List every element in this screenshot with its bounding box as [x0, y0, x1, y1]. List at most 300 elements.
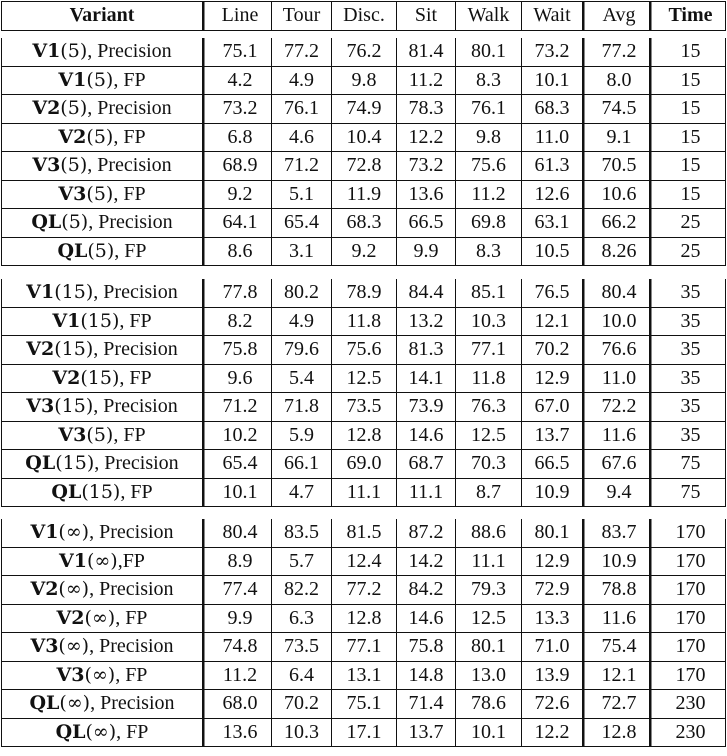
- variant-cell: [1, 605, 203, 634]
- table-row: [1, 124, 726, 153]
- cell-sit: 9.9: [397, 238, 456, 267]
- cell-sit: 14.6: [397, 422, 456, 451]
- cell-tour: 3.1: [272, 238, 332, 267]
- cell-avg: 76.6: [583, 336, 650, 365]
- cell-disc: 12.8: [332, 605, 397, 634]
- cell-time: 75: [650, 450, 726, 479]
- metric-label: , FP: [120, 480, 153, 503]
- cell-line: 9.2: [203, 181, 272, 210]
- cell-line: 77.8: [203, 279, 272, 308]
- cell-sit: 68.7: [397, 450, 456, 479]
- cell-tour: 82.2: [272, 576, 332, 605]
- open-paren: (: [86, 68, 94, 91]
- cell-line: 71.2: [203, 393, 272, 422]
- table-group-window-15: [1, 279, 726, 507]
- cell-wait: 12.6: [522, 181, 583, 210]
- cell-sit: 81.3: [397, 336, 456, 365]
- open-paren: (: [86, 182, 94, 205]
- cell-line: 8.9: [203, 548, 272, 577]
- cell-time: 35: [650, 422, 726, 451]
- cell-sit: 78.3: [397, 95, 456, 124]
- open-paren: (: [58, 521, 66, 543]
- cell-wait: 72.9: [522, 576, 583, 605]
- cell-avg: 77.2: [583, 38, 650, 67]
- cell-disc: 10.4: [332, 124, 397, 153]
- cell-avg: 8.26: [583, 238, 650, 267]
- window-param: 15: [61, 281, 86, 303]
- window-param: 5: [94, 239, 107, 262]
- cell-sit: 87.2: [397, 519, 456, 548]
- cell-line: 75.8: [203, 336, 272, 365]
- model-name: V2: [30, 578, 59, 600]
- header-wait: Wait: [522, 1, 583, 31]
- open-paren: (: [55, 452, 63, 474]
- cell-sit: 13.6: [397, 181, 456, 210]
- cell-disc: 17.1: [332, 719, 397, 748]
- cell-tour: 80.2: [272, 279, 332, 308]
- table-row: [1, 181, 726, 210]
- close-paren: ): [79, 40, 88, 62]
- model-name: V3: [32, 154, 61, 176]
- close-paren: ): [86, 452, 95, 474]
- model-name: V1: [52, 309, 81, 332]
- table-row: [1, 605, 726, 634]
- close-paren: ): [79, 154, 88, 176]
- variant-cell: [1, 124, 203, 153]
- variant-cell: [1, 95, 203, 124]
- variant-cell: [1, 67, 203, 96]
- close-paren: ): [105, 182, 114, 205]
- variant-cell: [1, 719, 203, 748]
- metric-label: , FP: [115, 663, 148, 686]
- cell-wait: 72.6: [522, 690, 583, 719]
- window-param: ∞: [94, 549, 111, 572]
- cell-tour: 5.1: [272, 181, 332, 210]
- close-paren: ): [81, 521, 90, 543]
- cell-avg: 9.4: [583, 479, 650, 508]
- metric-label: ,FP: [117, 549, 145, 572]
- cell-time: 15: [650, 152, 726, 181]
- model-name: QL: [57, 239, 88, 262]
- cell-line: 8.2: [203, 308, 272, 337]
- cell-tour: 4.6: [272, 124, 332, 153]
- cell-wait: 12.9: [522, 548, 583, 577]
- window-param: ∞: [91, 663, 108, 686]
- model-name: QL: [55, 720, 86, 743]
- header-line: Line: [203, 1, 272, 31]
- cell-line: 4.2: [203, 67, 272, 96]
- window-param: ∞: [92, 720, 109, 743]
- cell-avg: 12.8: [583, 719, 650, 748]
- open-paren: (: [60, 40, 68, 62]
- cell-avg: 72.7: [583, 690, 650, 719]
- cell-wait: 67.0: [522, 393, 583, 422]
- variant-cell: [1, 576, 203, 605]
- cell-wait: 11.0: [522, 124, 583, 153]
- table-row: [1, 519, 726, 548]
- cell-wait: 70.2: [522, 336, 583, 365]
- variant-cell: [1, 365, 203, 394]
- table-row: [1, 548, 726, 577]
- open-paren: (: [84, 663, 92, 686]
- model-name: V3: [58, 423, 87, 446]
- variant-cell: [1, 690, 203, 719]
- cell-time: 35: [650, 336, 726, 365]
- variant-cell: [1, 209, 203, 238]
- window-param: 15: [88, 480, 113, 503]
- close-paren: ): [80, 211, 89, 233]
- close-paren: ): [107, 663, 116, 686]
- cell-sit: 73.9: [397, 393, 456, 422]
- cell-line: 73.2: [203, 95, 272, 124]
- open-paren: (: [59, 692, 67, 714]
- cell-avg: 80.4: [583, 279, 650, 308]
- open-paren: (: [80, 366, 88, 389]
- cell-walk: 12.5: [456, 605, 522, 634]
- cell-time: 15: [650, 67, 726, 96]
- window-param: 15: [87, 366, 112, 389]
- window-param: 15: [62, 452, 87, 474]
- cell-walk: 11.1: [456, 548, 522, 577]
- cell-disc: 72.8: [332, 152, 397, 181]
- model-name: V1: [32, 40, 61, 62]
- table-group-window-5: [1, 38, 726, 266]
- variant-cell: [1, 38, 203, 67]
- cell-tour: 5.9: [272, 422, 332, 451]
- cell-time: 15: [650, 38, 726, 67]
- cell-walk: 80.1: [456, 633, 522, 662]
- table-row: [1, 279, 726, 308]
- cell-walk: 12.5: [456, 422, 522, 451]
- window-param: ∞: [65, 635, 82, 657]
- cell-tour: 77.2: [272, 38, 332, 67]
- variant-cell: [1, 422, 203, 451]
- cell-line: 77.4: [203, 576, 272, 605]
- window-param: 15: [61, 338, 86, 360]
- cell-avg: 78.8: [583, 576, 650, 605]
- cell-sit: 12.2: [397, 124, 456, 153]
- window-param: 5: [67, 97, 80, 119]
- metric-label: , FP: [116, 720, 149, 743]
- window-param: 5: [67, 40, 80, 62]
- cell-line: 6.8: [203, 124, 272, 153]
- cell-avg: 9.1: [583, 124, 650, 153]
- cell-disc: 76.2: [332, 38, 397, 67]
- cell-time: 230: [650, 719, 726, 748]
- model-name: V2: [52, 366, 81, 389]
- cell-disc: 77.2: [332, 576, 397, 605]
- cell-avg: 8.0: [583, 67, 650, 96]
- cell-line: 68.9: [203, 152, 272, 181]
- cell-walk: 8.7: [456, 479, 522, 508]
- cell-time: 35: [650, 365, 726, 394]
- model-name: V3: [30, 635, 59, 657]
- header-disc: Disc.: [332, 1, 397, 31]
- open-paren: (: [84, 606, 92, 629]
- cell-disc: 9.8: [332, 67, 397, 96]
- cell-disc: 12.5: [332, 365, 397, 394]
- cell-avg: 11.0: [583, 365, 650, 394]
- cell-tour: 5.7: [272, 548, 332, 577]
- cell-walk: 76.3: [456, 393, 522, 422]
- window-param: ∞: [91, 606, 108, 629]
- cell-tour: 10.3: [272, 719, 332, 748]
- cell-avg: 66.2: [583, 209, 650, 238]
- table-row: [1, 479, 726, 508]
- cell-line: 11.2: [203, 662, 272, 691]
- cell-disc: 81.5: [332, 519, 397, 548]
- cell-disc: 73.5: [332, 393, 397, 422]
- cell-time: 230: [650, 690, 726, 719]
- table-row: [1, 393, 726, 422]
- cell-disc: 75.1: [332, 690, 397, 719]
- table-row: [1, 422, 726, 451]
- cell-walk: 8.3: [456, 238, 522, 267]
- cell-walk: 69.8: [456, 209, 522, 238]
- cell-wait: 13.9: [522, 662, 583, 691]
- cell-sit: 13.2: [397, 308, 456, 337]
- table-row: [1, 95, 726, 124]
- cell-avg: 11.6: [583, 422, 650, 451]
- open-paren: (: [60, 97, 68, 119]
- cell-wait: 12.2: [522, 719, 583, 748]
- cell-wait: 13.7: [522, 422, 583, 451]
- table-row: [1, 690, 726, 719]
- model-name: QL: [31, 211, 62, 233]
- open-paren: (: [85, 720, 93, 743]
- cell-tour: 70.2: [272, 690, 332, 719]
- cell-wait: 80.1: [522, 519, 583, 548]
- open-paren: (: [86, 125, 94, 148]
- header-time: Time: [650, 1, 726, 31]
- metric-label: , FP: [115, 606, 148, 629]
- metric-label: , Precision: [87, 154, 172, 176]
- cell-walk: 10.3: [456, 308, 522, 337]
- cell-wait: 12.9: [522, 365, 583, 394]
- cell-line: 10.1: [203, 479, 272, 508]
- model-name: V2: [26, 338, 55, 360]
- cell-disc: 11.8: [332, 308, 397, 337]
- cell-tour: 4.9: [272, 67, 332, 96]
- metric-label: , Precision: [93, 395, 178, 417]
- metric-label: , FP: [113, 125, 146, 148]
- cell-line: 9.9: [203, 605, 272, 634]
- cell-sit: 13.7: [397, 719, 456, 748]
- model-name: V2: [58, 125, 87, 148]
- cell-time: 25: [650, 238, 726, 267]
- cell-disc: 9.2: [332, 238, 397, 267]
- close-paren: ): [108, 720, 117, 743]
- table-row: [1, 38, 726, 67]
- cell-avg: 72.2: [583, 393, 650, 422]
- cell-tour: 4.7: [272, 479, 332, 508]
- window-param: 5: [93, 423, 106, 446]
- cell-sit: 84.2: [397, 576, 456, 605]
- table-row: [1, 152, 726, 181]
- cell-walk: 79.3: [456, 576, 522, 605]
- cell-time: 170: [650, 576, 726, 605]
- window-param: ∞: [65, 521, 82, 543]
- cell-line: 75.1: [203, 38, 272, 67]
- cell-line: 65.4: [203, 450, 272, 479]
- cell-avg: 10.0: [583, 308, 650, 337]
- cell-disc: 78.9: [332, 279, 397, 308]
- cell-tour: 71.8: [272, 393, 332, 422]
- model-name: V3: [58, 182, 87, 205]
- open-paren: (: [58, 635, 66, 657]
- cell-wait: 68.3: [522, 95, 583, 124]
- variant-cell: [1, 519, 203, 548]
- cell-disc: 12.8: [332, 422, 397, 451]
- header-sit: Sit: [397, 1, 456, 31]
- close-paren: ): [81, 635, 90, 657]
- window-param: 15: [87, 309, 112, 332]
- cell-line: 13.6: [203, 719, 272, 748]
- cell-time: 170: [650, 662, 726, 691]
- close-paren: ): [111, 309, 120, 332]
- metric-label: , Precision: [94, 452, 179, 474]
- model-name: QL: [25, 452, 56, 474]
- header-avg: Avg: [583, 1, 650, 31]
- cell-walk: 88.6: [456, 519, 522, 548]
- cell-wait: 76.5: [522, 279, 583, 308]
- cell-avg: 10.9: [583, 548, 650, 577]
- window-param: ∞: [65, 578, 82, 600]
- table-row: [1, 67, 726, 96]
- table-row: [1, 308, 726, 337]
- cell-sit: 11.1: [397, 479, 456, 508]
- table-row: [1, 633, 726, 662]
- cell-tour: 4.9: [272, 308, 332, 337]
- open-paren: (: [60, 154, 68, 176]
- metric-label: , FP: [113, 182, 146, 205]
- cell-time: 35: [650, 393, 726, 422]
- table-row: [1, 662, 726, 691]
- cell-disc: 12.4: [332, 548, 397, 577]
- table-row: [1, 576, 726, 605]
- metric-label: , Precision: [93, 338, 178, 360]
- metric-label: , FP: [119, 309, 152, 332]
- variant-cell: [1, 308, 203, 337]
- cell-tour: 79.6: [272, 336, 332, 365]
- model-name: QL: [51, 480, 82, 503]
- model-name: V1: [30, 521, 59, 543]
- close-paren: ): [105, 68, 114, 91]
- open-paren: (: [61, 211, 69, 233]
- cell-sit: 11.2: [397, 67, 456, 96]
- close-paren: ): [110, 549, 118, 572]
- cell-walk: 13.0: [456, 662, 522, 691]
- cell-avg: 83.7: [583, 519, 650, 548]
- header-tour: Tour: [272, 1, 332, 31]
- cell-sit: 81.4: [397, 38, 456, 67]
- cell-wait: 10.5: [522, 238, 583, 267]
- model-name: V2: [32, 97, 61, 119]
- metric-label: , Precision: [93, 281, 178, 303]
- model-name: V1: [26, 281, 55, 303]
- table-header: [1, 1, 726, 31]
- cell-line: 74.8: [203, 633, 272, 662]
- close-paren: ): [105, 423, 114, 446]
- model-name: V2: [56, 606, 85, 629]
- cell-walk: 75.6: [456, 152, 522, 181]
- window-param: 5: [68, 211, 81, 233]
- open-paren: (: [54, 395, 62, 417]
- cell-avg: 67.6: [583, 450, 650, 479]
- cell-walk: 76.1: [456, 95, 522, 124]
- metric-label: , Precision: [90, 692, 175, 714]
- model-name: V3: [56, 663, 85, 686]
- open-paren: (: [81, 480, 89, 503]
- model-name: QL: [29, 692, 60, 714]
- cell-line: 64.1: [203, 209, 272, 238]
- metric-label: , FP: [119, 366, 152, 389]
- cell-time: 15: [650, 181, 726, 210]
- close-paren: ): [85, 338, 94, 360]
- cell-sit: 14.1: [397, 365, 456, 394]
- cell-line: 68.0: [203, 690, 272, 719]
- close-paren: ): [111, 366, 120, 389]
- variant-cell: [1, 279, 203, 308]
- cell-time: 170: [650, 633, 726, 662]
- cell-walk: 80.1: [456, 38, 522, 67]
- metric-label: , FP: [113, 423, 146, 446]
- window-param: 5: [93, 68, 106, 91]
- variant-cell: [1, 548, 203, 577]
- cell-avg: 75.4: [583, 633, 650, 662]
- cell-wait: 63.1: [522, 209, 583, 238]
- header-variant: Variant: [1, 1, 203, 31]
- cell-wait: 12.1: [522, 308, 583, 337]
- cell-avg: 74.5: [583, 95, 650, 124]
- cell-sit: 14.2: [397, 548, 456, 577]
- variant-cell: [1, 393, 203, 422]
- table-row: [1, 336, 726, 365]
- model-name: V3: [26, 395, 55, 417]
- cell-walk: 85.1: [456, 279, 522, 308]
- cell-disc: 13.1: [332, 662, 397, 691]
- cell-walk: 11.8: [456, 365, 522, 394]
- open-paren: (: [80, 309, 88, 332]
- close-paren: ): [82, 692, 91, 714]
- cell-time: 35: [650, 279, 726, 308]
- cell-avg: 70.5: [583, 152, 650, 181]
- window-param: 5: [67, 154, 80, 176]
- variant-cell: [1, 181, 203, 210]
- cell-walk: 10.1: [456, 719, 522, 748]
- cell-tour: 5.4: [272, 365, 332, 394]
- open-paren: (: [87, 239, 95, 262]
- cell-tour: 83.5: [272, 519, 332, 548]
- metric-label: , Precision: [89, 578, 174, 600]
- header-walk: Walk: [456, 1, 522, 31]
- table-row: [1, 719, 726, 748]
- close-paren: ): [105, 125, 114, 148]
- cell-wait: 73.2: [522, 38, 583, 67]
- cell-disc: 11.1: [332, 479, 397, 508]
- cell-time: 75: [650, 479, 726, 508]
- open-paren: (: [86, 423, 94, 446]
- cell-walk: 70.3: [456, 450, 522, 479]
- cell-disc: 77.1: [332, 633, 397, 662]
- variant-cell: [1, 479, 203, 508]
- cell-line: 80.4: [203, 519, 272, 548]
- cell-wait: 13.3: [522, 605, 583, 634]
- open-paren: (: [58, 578, 66, 600]
- metric-label: , Precision: [88, 211, 173, 233]
- variant-cell: [1, 238, 203, 267]
- metric-label: , Precision: [87, 97, 172, 119]
